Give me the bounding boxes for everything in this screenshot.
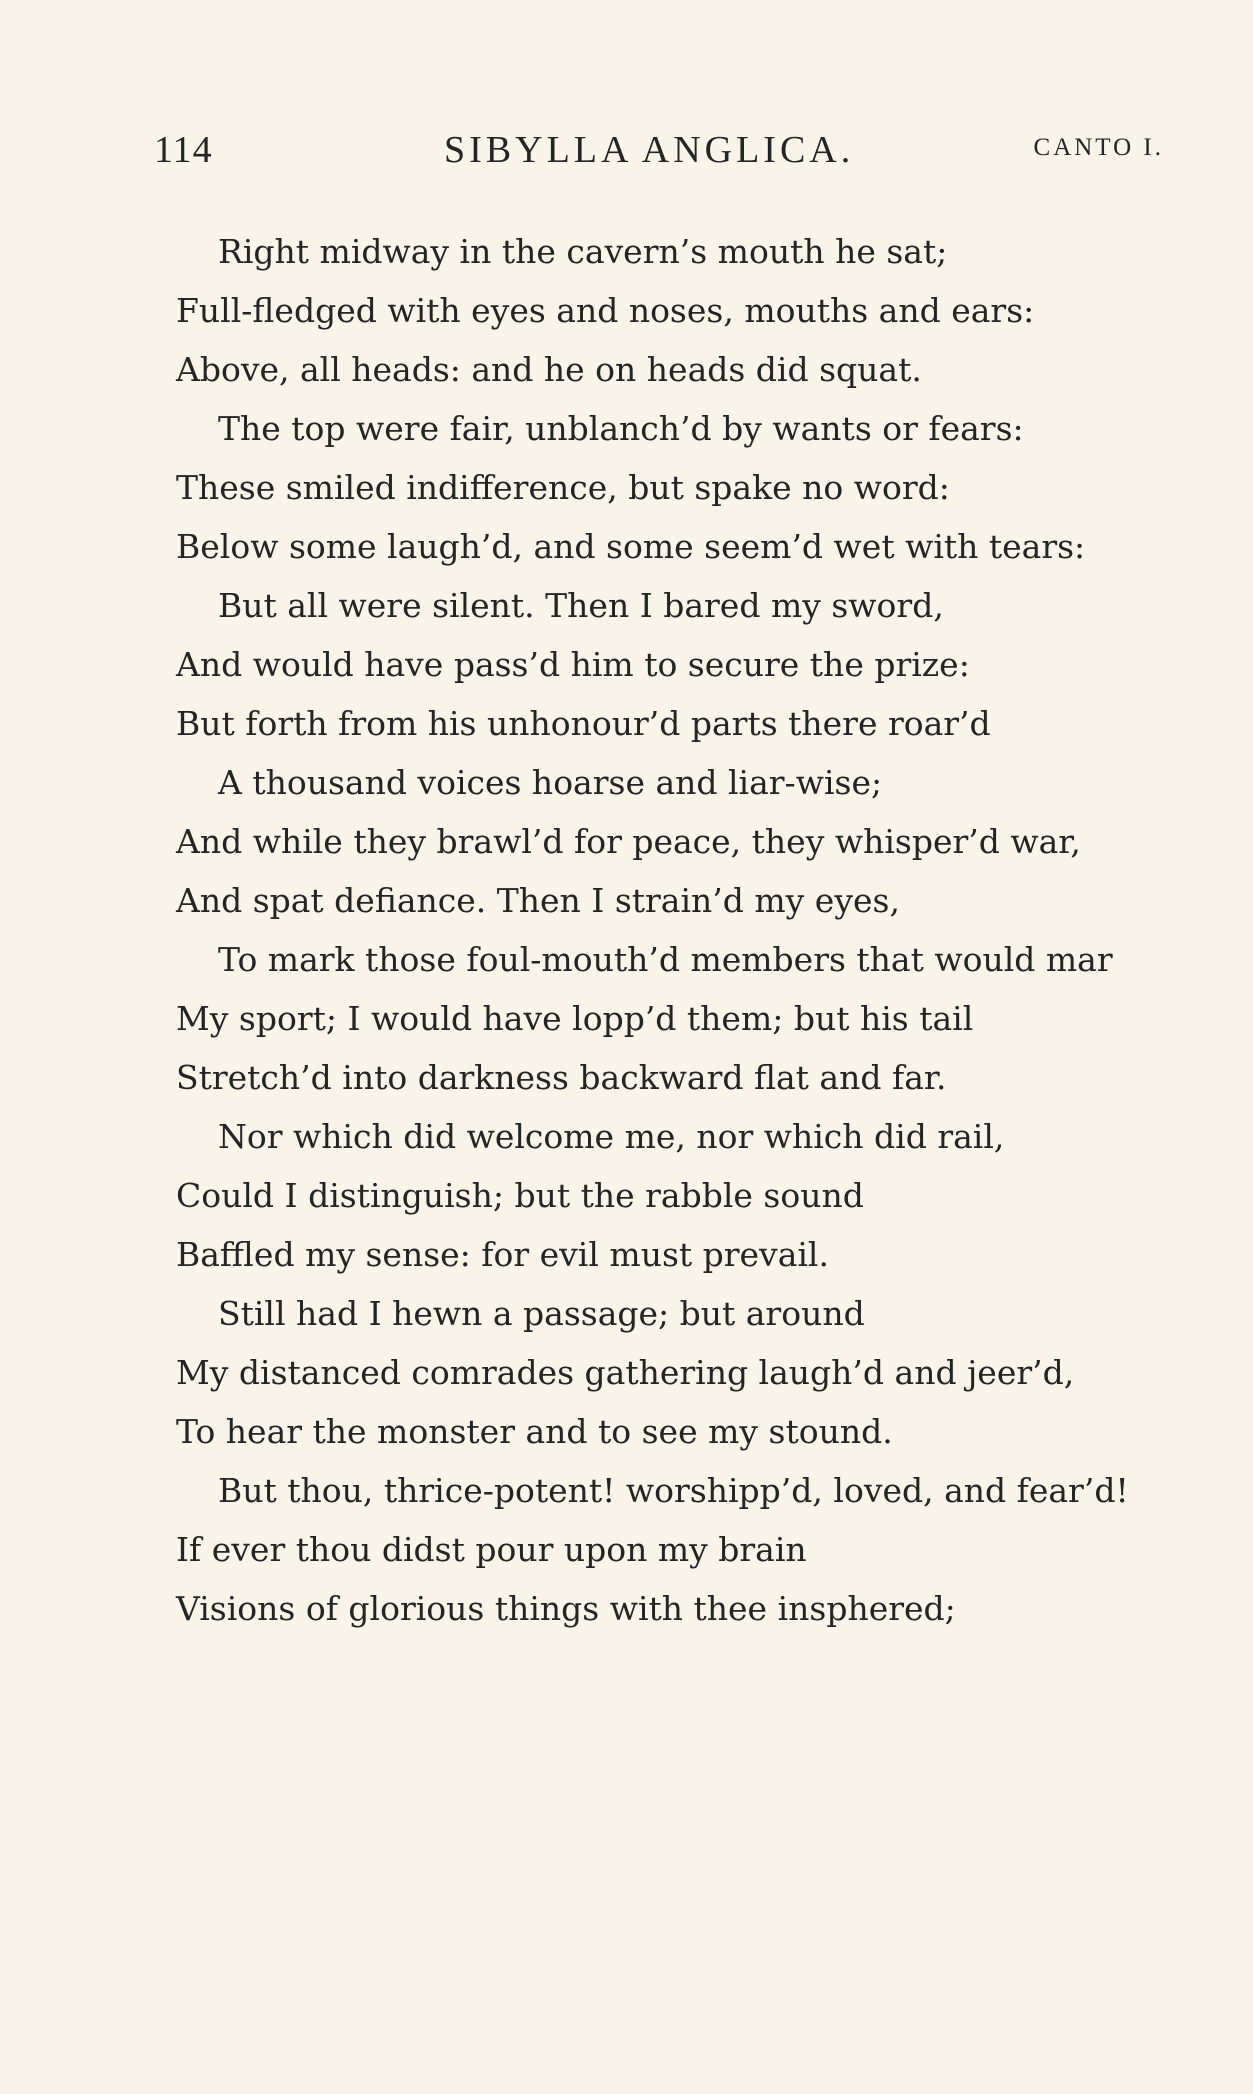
poem-line: And while they brawl’d for peace, they whisper’d war, [176,822,1081,861]
poem-line: Could I distinguish; but the rabble sound [176,1176,864,1215]
poem-line: But all were silent. Then I bared my sword, [218,586,944,625]
poem-line: The top were fair, unblanch’d by wants or fears: [218,409,1024,448]
poem-line: These smiled indifference, but spake no word: [176,468,950,507]
poem-line: Above, all heads: and he on heads did squat. [176,350,922,389]
poem-line: Below some laugh’d, and some seem’d wet with tears: [176,527,1086,566]
poem-line: To mark those foul-mouth’d members that would mar [218,940,1113,979]
poem-line: Nor which did welcome me, nor which did rail, [218,1117,1005,1156]
poem-line: A thousand voices hoarse and liar-wise; [218,763,883,802]
poem-line: My sport; I would have lopp’d them; but his tail [176,999,974,1038]
poem-line: Stretch’d into darkness backward flat and far. [176,1058,947,1097]
poem-line: Baffled my sense: for evil must prevail. [176,1235,829,1274]
poem-line: If ever thou didst pour upon my brain [176,1530,807,1569]
running-header [154,128,1164,178]
poem-line: Full-fledged with eyes and noses, mouths and ears: [176,291,1035,330]
poem-line: To hear the monster and to see my stound. [176,1412,893,1451]
poem-line: Still had I hewn a passage; but around [218,1294,865,1333]
poem-line: Visions of glorious things with thee insphered; [176,1589,956,1628]
poem-line: And spat defiance. Then I strain’d my eyes, [176,881,900,920]
poem-text [176,222,1216,1638]
poem-line: And would have pass’d him to secure the prize: [176,645,970,684]
poem-line: But thou, thrice-potent! worshipp’d, loved, and fear’d! [218,1471,1129,1510]
poem-line: Right midway in the cavern’s mouth he sat; [218,232,948,271]
running-title: SIBYLLA ANGLICA. [444,129,855,171]
poem-line: My distanced comrades gathering laugh’d and jeer’d, [176,1353,1075,1392]
canto-label: CANTO I. [1033,134,1164,161]
page-number: 114 [154,129,213,171]
poem-line: But forth from his unhonour’d parts there roar’d [176,704,991,743]
